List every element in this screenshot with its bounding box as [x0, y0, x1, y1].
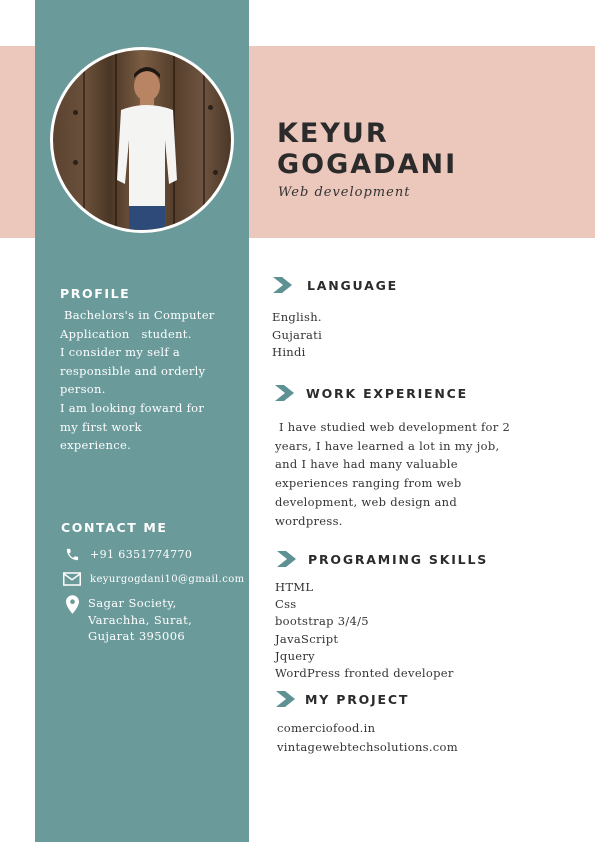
project-link[interactable]: vintagewebtechsolutions.com — [277, 739, 458, 754]
skill-item: Css — [275, 597, 297, 612]
skill-item: JavaScript — [275, 631, 339, 646]
work-heading-label: WORK EXPERIENCE — [306, 385, 468, 401]
email-address: keyurgogdani10@gmail.com — [90, 574, 245, 585]
project-heading-label: MY PROJECT — [305, 691, 410, 707]
language-item: Gujarati — [272, 327, 323, 342]
work-line: development, web design and — [275, 494, 458, 509]
contact-address — [62, 595, 192, 645]
photo-detail — [73, 160, 78, 165]
profile-heading: PROFILE — [60, 286, 131, 301]
skill-item: bootstrap 3/4/5 — [275, 614, 369, 629]
profile-line: Bachelors's in Computer — [60, 308, 215, 322]
language-heading-label: LANGUAGE — [307, 277, 398, 293]
address-line: Sagar Society, — [88, 596, 177, 610]
work-line: wordpress. — [275, 513, 343, 528]
person-figure — [107, 60, 187, 233]
work-text — [275, 418, 510, 530]
contact-phone[interactable] — [62, 547, 192, 563]
profile-line: I am looking foward for — [60, 400, 205, 415]
address-line: Varachha, Surat, — [88, 612, 193, 627]
photo-detail — [208, 105, 213, 110]
candidate-role: Web development — [278, 185, 411, 200]
work-line: I have studied web development for 2 — [275, 420, 511, 434]
skills-heading-label: PROGRAMING SKILLS — [308, 551, 489, 567]
profile-line: responsible and orderly — [60, 363, 206, 378]
skill-item: Jquery — [275, 648, 315, 663]
profile-line: I consider my self a — [60, 345, 181, 360]
project-link[interactable]: comerciofood.in — [277, 721, 376, 735]
phone-icon — [62, 547, 82, 562]
chevron-right-icon — [275, 385, 297, 401]
candidate-name — [277, 118, 577, 180]
profile-line: my first work — [60, 419, 142, 434]
contact-heading: CONTACT ME — [61, 520, 168, 535]
profile-line: person. — [60, 382, 106, 397]
phone-number: +91 6351774770 — [90, 548, 193, 561]
chevron-right-icon — [273, 277, 295, 293]
mail-icon — [62, 572, 82, 586]
profile-photo — [50, 47, 234, 233]
address-text — [88, 595, 192, 645]
photo-detail — [83, 50, 85, 230]
name-last: GOGADANI — [277, 149, 458, 180]
language-list — [272, 309, 322, 362]
work-line: and I have had many valuable — [275, 457, 458, 472]
language-heading — [273, 277, 398, 293]
chevron-right-icon — [276, 691, 298, 707]
work-line: experiences ranging from web — [275, 476, 462, 491]
name-first: KEYUR — [277, 118, 389, 149]
photo-detail — [213, 170, 218, 175]
location-pin-icon — [62, 595, 82, 614]
language-item: English. — [272, 310, 322, 324]
profile-line: Application student. — [60, 326, 192, 341]
skills-list — [275, 579, 454, 682]
photo-detail — [203, 50, 205, 230]
chevron-right-icon — [277, 551, 299, 567]
project-heading — [276, 691, 409, 707]
photo-detail — [73, 110, 78, 115]
contact-email[interactable] — [62, 572, 245, 588]
language-item: Hindi — [272, 345, 306, 359]
project-list — [277, 719, 458, 756]
skills-heading — [277, 551, 488, 567]
work-heading — [275, 385, 468, 401]
skill-item: WordPress fronted developer — [275, 666, 454, 681]
profile-text — [60, 306, 215, 455]
skill-item: HTML — [275, 580, 314, 594]
address-line: Gujarat 395006 — [88, 629, 186, 643]
work-line: years, I have learned a lot in my job, — [275, 438, 500, 453]
profile-line: experience. — [60, 438, 132, 453]
